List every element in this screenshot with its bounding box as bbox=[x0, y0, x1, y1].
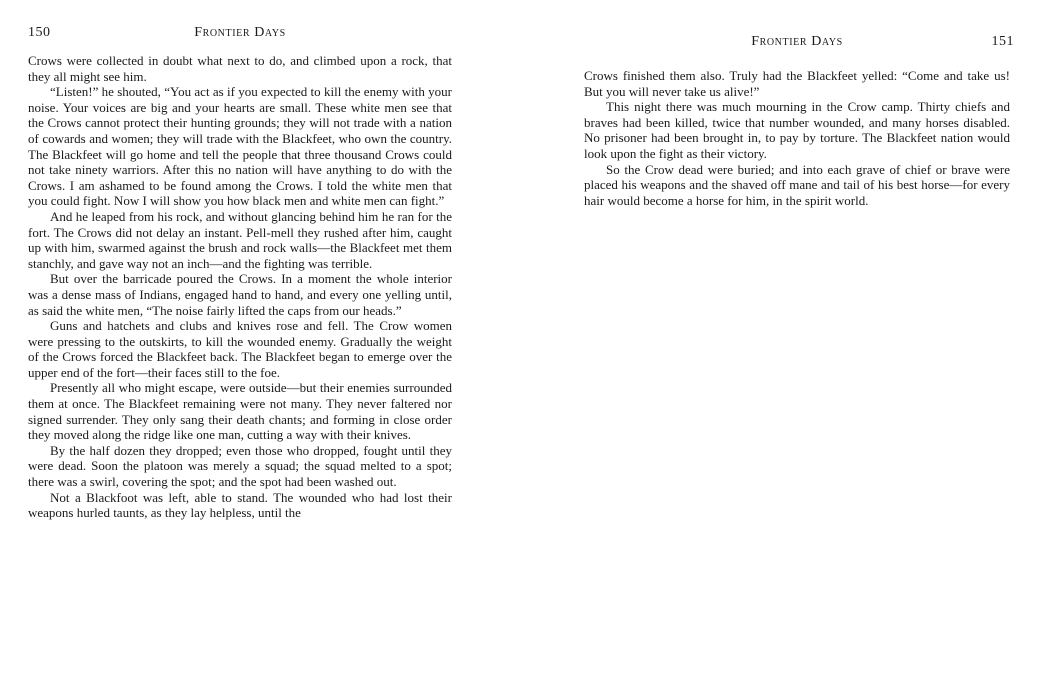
paragraph: Crows finished them also. Truly had the Blackfeet yelled: “Come and take us! But you will never take us alive!” bbox=[584, 68, 1010, 99]
left-running-head bbox=[28, 25, 452, 45]
right-page-number: 151 bbox=[991, 34, 1014, 49]
left-page-number: 150 bbox=[28, 25, 51, 40]
paragraph: This night there was much mourning in the Crow camp. Thirty chiefs and braves had been killed, twice that number wounded, and many horses disabled. No prisoner had been brought in, to pay by torture. The Blackfeet nation would look upon the fight as their victory. bbox=[584, 99, 1010, 161]
right-page bbox=[584, 0, 1014, 208]
paragraph: And he leaped from his rock, and without glancing behind him he ran for the fort. The Crows did not delay an instant. Pell-mell they rushed after him, caught up with him, swarmed against the brush and rock walls—the Blackfeet met them stanchly, and gave way not an inch—and the fighting was terrible. bbox=[28, 208, 452, 271]
right-body-text bbox=[584, 68, 1010, 208]
paragraph: “Listen!” he shouted, “You act as if you expected to kill the enemy with your noise. Your voices are big and your hearts are small. These white men see that the Crows cannot protect their hunting grounds; they will not trade with a nation of cowards and women; they will trade with the Blackfeet, who own the country. The Blackfeet will go home and tell the people that three thousand Crows could not take ninety warriors. After this no nation will have anything to do with the Crows. I am ashamed to be found among the Crows. I told the white men that you could fight. Now I will show you how black men and white men can fight.” bbox=[28, 84, 452, 209]
right-running-title: Frontier Days bbox=[751, 34, 843, 49]
right-running-head bbox=[584, 34, 1014, 54]
left-page bbox=[28, 0, 452, 521]
paragraph: Not a Blackfoot was left, able to stand. The wounded who had lost their weapons hurled taunts, as they lay helpless, until the bbox=[28, 489, 452, 521]
left-running-title: Frontier Days bbox=[194, 25, 286, 40]
paragraph: But over the barricade poured the Crows. In a moment the whole interior was a dense mass of Indians, engaged hand to hand, and every one yelling until, as said the white men, “The noise fairly lifted the caps from our heads.” bbox=[28, 271, 452, 318]
paragraph: Crows were collected in doubt what next to do, and climbed upon a rock, that they all might see him. bbox=[28, 53, 452, 84]
paragraph: By the half dozen they dropped; even those who dropped, fought until they were dead. Soon the platoon was merely a squad; the squad melted to a spot; there was a swirl, covering the spot; and the spot had been washed out. bbox=[28, 442, 452, 490]
paragraph: Presently all who might escape, were outside—but their enemies surrounded them at once. The Blackfeet remaining were not many. They never faltered nor signed surrender. They only sang their death chants; and forming in close order they moved along the ridge like one man, cutting a way with their knives. bbox=[28, 380, 452, 443]
paragraph: So the Crow dead were buried; and into each grave of chief or brave were placed his weapons and the shaved off mane and tail of his best horse—for every hair would become a horse for him, in the spirit world. bbox=[584, 161, 1010, 208]
left-body-text bbox=[28, 53, 452, 521]
paragraph: Guns and hatchets and clubs and knives rose and fell. The Crow women were pressing to the outskirts, to kill the wounded enemy. Gradually the weight of the Crows forced the Blackfeet back. The Blackfeet began to emerge over the upper end of the fort—their faces still to the foe. bbox=[28, 318, 452, 380]
